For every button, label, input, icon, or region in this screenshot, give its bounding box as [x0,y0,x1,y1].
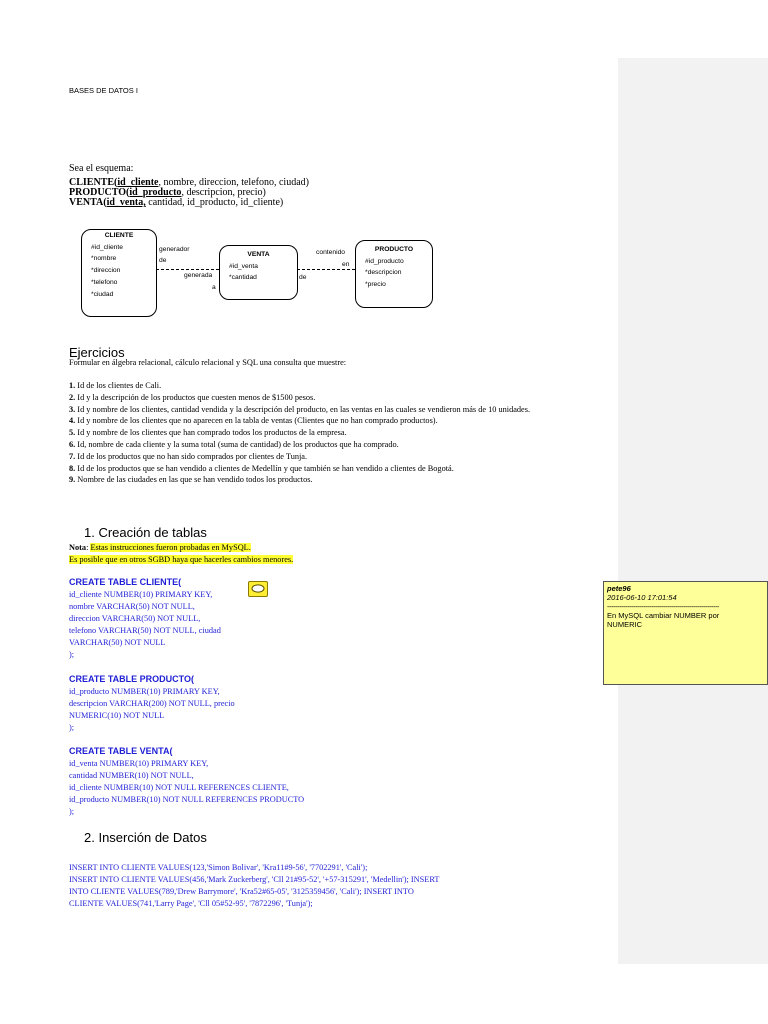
item-text: Id y la descripción de los productos que cuesten menos de $1500 pesos. [75,392,316,402]
entity-producto-attr: #id_producto [365,257,404,265]
entity-venta [219,245,298,300]
item-number: 9. [69,475,76,485]
ejercicios-list [69,380,589,486]
item-number: 8. [69,463,76,473]
entity-cliente-attr: *telefono [91,278,118,286]
item-text: Id de los productos que se han vendido a clientes de Medellín y que también se han vendido a clientes de Bogotá. [75,463,454,473]
comment-date: 2016-06-10 17:01:54 [607,593,677,602]
entity-cliente [81,229,157,317]
sql-inserts [69,862,439,910]
sql-create-venta-header: CREATE TABLE VENTA( [69,746,173,756]
sql-line: INSERT INTO CLIENTE VALUES(456,'Mark Zuckerberg', 'Cll 21#95-52', '+57-315291', 'Medellin'); INSERT [69,875,440,885]
item-text: Nombre de las ciudades en las que se han vendido todos los productos. [75,475,313,485]
item-number: 4. [69,416,76,426]
list-item [69,474,589,486]
sql-create-producto-body [69,686,235,734]
sql-line: telefono VARCHAR(50) NOT NULL, ciudad [69,626,221,636]
sql-line: id_producto NUMBER(10) NOT NULL REFERENCES PRODUCTO [69,795,305,805]
entity-producto [355,240,433,308]
sql-create-cliente-body [69,589,221,662]
list-item [69,415,589,427]
sql-line: direccion VARCHAR(50) NOT NULL, [69,614,201,624]
rel-label: generada [184,272,213,279]
schema-venta-name: VENTA( [69,197,107,208]
list-item [69,463,589,475]
list-item [69,380,589,392]
section-title-insercion: 2. Inserción de Datos [84,830,207,845]
entity-producto-title: PRODUCTO [374,246,414,253]
item-number: 6. [69,439,76,449]
comment-text: En MySQL cambiar NUMBER por [607,611,720,620]
section-title-creacion: 1. Creación de tablas [84,525,207,540]
sql-line: NUMERIC(10) NOT NULL [69,711,165,721]
relationship-line-cliente-venta [156,269,219,270]
sql-line: id_venta NUMBER(10) PRIMARY KEY, [69,759,209,768]
ejercicios-title: Ejercicios [69,345,125,360]
list-item [69,439,589,451]
list-item [69,451,589,463]
schema-producto-key: id_producto [129,187,182,198]
sql-create-venta-body [69,758,304,818]
item-number: 5. [69,428,76,438]
rel-label: de [299,274,307,281]
comments-margin-pane [618,58,768,964]
schema-venta-key: id_venta, [106,197,146,208]
nota-text: Estas instrucciones fueron probadas en MySQL. [90,543,251,552]
item-number: 3. [69,404,76,414]
sql-line: VARCHAR(50) NOT NULL [69,638,166,648]
sql-line: id_cliente NUMBER(10) NOT NULL REFERENCES CLIENTE, [69,783,289,793]
page-header: BASES DE DATOS I [69,86,138,95]
entity-producto-attr: *precio [365,281,386,289]
item-text: Id, nombre de cada cliente y la suma total (suma de cantidad) de los productos que ha comprado. [75,439,399,449]
item-number: 7. [69,451,76,461]
rel-label: en [342,261,350,268]
entity-cliente-attr: #id_cliente [91,243,123,251]
item-text: Id y nombre de los clientes, cantidad vendida y la descripción del producto, en las ventas en las cuales se vendieron más de 10 unidades. [75,404,531,414]
sql-line: id_producto NUMBER(10) PRIMARY KEY, [69,687,220,696]
ejercicios-intro: Formular en álgebra relacional, cálculo relacional y SQL una consulta que muestre: [69,358,347,367]
nota-line-2 [69,554,293,566]
sql-line: nombre VARCHAR(50) NOT NULL, [69,602,195,612]
nota-label: Nota [69,543,87,552]
schema-venta-rest: cantidad, id_producto, id_cliente) [145,197,284,208]
list-item [69,392,589,404]
entity-venta-attr: #id_venta [229,262,259,270]
sql-line: cantidad NUMBER(10) NOT NULL, [69,771,194,781]
sql-line: ); [69,723,75,733]
rel-label: contenido [316,249,346,256]
sql-create-cliente-header: CREATE TABLE CLIENTE( [69,577,182,587]
entity-cliente-attr: *ciudad [91,290,114,298]
entity-producto-attr: *descripcion [365,269,402,277]
entity-cliente-attr: *nombre [91,255,117,263]
list-item [69,404,589,416]
item-text: Id y nombre de los clientes que no aparecen en la tabla de ventas (Clientes que no han comprado productos). [75,416,438,426]
schema-producto-rest: , descripcion, precio) [181,187,266,198]
sql-line: ); [69,807,75,817]
entity-cliente-attr: *direccion [91,267,121,275]
rel-label: generador [159,246,190,253]
item-number: 1. [69,381,76,390]
schema-intro: Sea el esquema: [69,163,134,174]
sql-line: ); [69,650,75,660]
schema-venta [69,197,283,208]
schema-producto-name: PRODUCTO( [69,187,130,198]
schema-cliente-name: CLIENTE( [69,177,118,188]
item-number: 2. [69,392,76,402]
entity-venta-attr: *cantidad [229,274,257,282]
sql-line: INSERT INTO CLIENTE VALUES(123,'Simon Bolivar', 'Kra11#9-56', '7702291', 'Cali'); [69,863,368,872]
sql-line: INTO CLIENTE VALUES(789,'Drew Barrymore', 'Kra52#65-05', '3125359456', 'Cali'); INSERT INTO [69,887,414,897]
sql-line: CLIENTE VALUES(741,'Larry Page', 'Cll 05#52-95', '7872296', 'Tunja'); [69,899,313,909]
rel-label: de [159,257,167,264]
sql-line: id_cliente NUMBER(10) PRIMARY KEY, [69,590,213,599]
comment-balloon[interactable] [603,581,768,685]
item-text: Id de los clientes de Cali. [75,381,162,390]
list-item [69,427,589,439]
nota-text-2: Es posible que en otros SGBD haya que hacerles cambios menores. [69,555,294,564]
schema-cliente-rest: , nombre, direccion, telefono, ciudad) [158,177,309,188]
comment-text-2: NUMERIC [607,620,642,629]
entity-cliente-title: CLIENTE [104,232,134,239]
item-text: Id y nombre de los clientes que han comprado todos los productos de la empresa. [75,428,347,438]
item-text: Id de los productos que no han sido comprados por clientes de Tunja. [75,451,308,461]
comment-author: pete96 [607,584,631,593]
nota-line [69,542,251,554]
rel-label: a [212,284,216,291]
comment-separator: -------------------------------------------------------- [607,602,719,611]
sql-create-producto-header: CREATE TABLE PRODUCTO( [69,674,194,684]
comment-marker-icon[interactable] [248,581,268,597]
entity-venta-title: VENTA [247,251,270,258]
sql-line: descripcion VARCHAR(200) NOT NULL, precio [69,699,235,709]
nota-colon: : [86,543,91,552]
schema-cliente-key: id_cliente [117,177,159,188]
